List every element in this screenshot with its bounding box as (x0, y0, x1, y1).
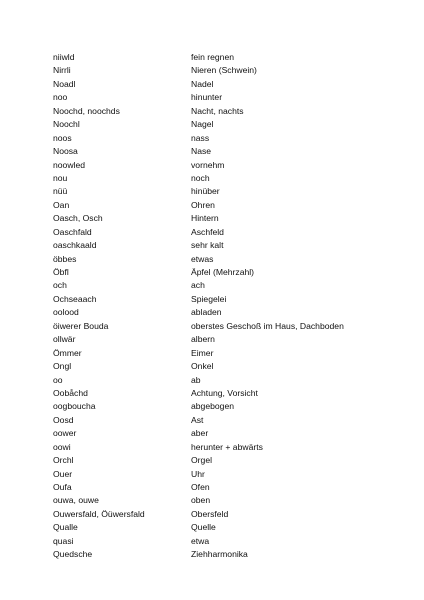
glossary-entry (53, 320, 383, 333)
dialect-term: Quedsche (53, 549, 93, 560)
glossary-entry (53, 481, 383, 494)
standard-meaning: Quelle (191, 522, 216, 533)
glossary-entry (53, 306, 383, 319)
dialect-term: Oaschfald (53, 226, 92, 237)
glossary-entry (53, 159, 383, 172)
dialect-term: Qualle (53, 522, 78, 533)
dialect-term: Oosd (53, 414, 74, 425)
glossary-entry (53, 333, 383, 346)
dialect-term: nüü (53, 186, 68, 197)
glossary-list (53, 51, 383, 562)
standard-meaning: ab (191, 374, 201, 385)
dialect-term: Noosa (53, 146, 78, 157)
standard-meaning: Onkel (191, 361, 214, 372)
dialect-term: quasi (53, 535, 74, 546)
standard-meaning: etwa (191, 535, 210, 546)
standard-meaning: Ast (191, 414, 204, 425)
standard-meaning: Eimer (191, 347, 214, 358)
standard-meaning: Aschfeld (191, 226, 224, 237)
dialect-term: niiwld (53, 52, 75, 62)
glossary-entry (53, 253, 383, 266)
glossary-entry (53, 91, 383, 104)
glossary-entry (53, 400, 383, 413)
standard-meaning: ach (191, 280, 205, 291)
dialect-term: och (53, 280, 67, 291)
dialect-term: Oasch, Osch (53, 213, 103, 224)
dialect-term: Orchl (53, 455, 74, 466)
dialect-term: oower (53, 428, 77, 439)
glossary-entry (53, 360, 383, 373)
glossary-entry (53, 508, 383, 521)
dialect-term: Oan (53, 199, 70, 210)
glossary-entry (53, 521, 383, 534)
standard-meaning: albern (191, 334, 215, 345)
dialect-term: Ochseaach (53, 293, 97, 304)
glossary-entry (53, 441, 383, 454)
standard-meaning: Obersfeld (191, 508, 229, 519)
dialect-term: ouwa, ouwe (53, 495, 99, 506)
standard-meaning: Orgel (191, 455, 213, 466)
glossary-entry (53, 199, 383, 212)
dialect-term: Oufa (53, 482, 72, 492)
standard-meaning: noch (191, 172, 210, 183)
dialect-term: Ömmer (53, 347, 82, 358)
standard-meaning: Uhr (191, 468, 205, 479)
glossary-entry (53, 427, 383, 440)
standard-meaning: hinüber (191, 186, 220, 197)
glossary-entry (53, 535, 383, 548)
glossary-entry (53, 185, 383, 198)
glossary-entry (53, 266, 383, 279)
standard-meaning: fein regnen (191, 52, 235, 62)
dialect-term: Ouwersfald, Öüwersfald (53, 508, 145, 519)
standard-meaning: aber (191, 428, 209, 439)
glossary-entry (53, 548, 383, 561)
glossary-entry (53, 145, 383, 158)
standard-meaning: oberstes Geschoß im Haus, Dachboden (191, 320, 344, 331)
standard-meaning: Ohren (191, 199, 215, 210)
dialect-term: oaschkaald (53, 240, 97, 251)
dialect-term: oo (53, 374, 63, 385)
glossary-entry (53, 454, 383, 467)
standard-meaning: nass (191, 132, 210, 143)
dialect-term: ollwär (53, 334, 76, 345)
standard-meaning: herunter + abwärts (191, 441, 263, 452)
standard-meaning: oben (191, 495, 211, 506)
standard-meaning: Nagel (191, 119, 214, 130)
dialect-term: oowi (53, 441, 71, 452)
dialect-term: Öbfl (53, 267, 69, 277)
glossary-entry (53, 78, 383, 91)
glossary-entry (53, 51, 383, 64)
glossary-entry (53, 293, 383, 306)
dialect-term: öbbes (53, 253, 77, 264)
standard-meaning: Äpfel (Mehrzahl) (191, 267, 255, 277)
glossary-entry (53, 212, 383, 225)
glossary-entry (53, 239, 383, 252)
glossary-entry (53, 387, 383, 400)
glossary-entry (53, 132, 383, 145)
glossary-entry (53, 374, 383, 387)
standard-meaning: Ofen (191, 482, 210, 492)
glossary-entry (53, 468, 383, 481)
dialect-term: öiwerer Bouda (53, 320, 109, 331)
dialect-term: Oobåchd (53, 387, 88, 398)
dialect-term: Noadl (53, 78, 76, 89)
dialect-term: noo (53, 92, 68, 103)
dialect-term: Ouer (53, 468, 73, 479)
standard-meaning: Spiegelei (191, 293, 227, 304)
dialect-term: Ongl (53, 361, 72, 372)
dialect-term: Nirrli (53, 65, 71, 76)
dialect-term: oogboucha (53, 401, 96, 412)
standard-meaning: vornehm (191, 159, 225, 170)
glossary-entry (53, 279, 383, 292)
standard-meaning: abladen (191, 307, 222, 318)
standard-meaning: Nacht, nachts (191, 105, 244, 116)
glossary-entry (53, 414, 383, 427)
glossary-entry (53, 118, 383, 131)
standard-meaning: Nase (191, 146, 212, 157)
glossary-entry (53, 105, 383, 118)
standard-meaning: Nieren (Schwein) (191, 65, 257, 76)
dialect-term: noos (53, 132, 72, 143)
dialect-term: noowled (53, 159, 86, 170)
standard-meaning: Nadel (191, 78, 214, 89)
standard-meaning: abgebogen (191, 401, 235, 412)
glossary-entry (53, 64, 383, 77)
dialect-term: nou (53, 172, 68, 183)
standard-meaning: sehr kalt (191, 240, 224, 251)
standard-meaning: Hintern (191, 213, 219, 224)
dialect-term: Noochd, noochds (53, 105, 120, 116)
standard-meaning: etwas (191, 253, 214, 264)
glossary-entry (53, 226, 383, 239)
standard-meaning: Ziehharmonika (191, 549, 248, 560)
glossary-entry (53, 172, 383, 185)
glossary-entry (53, 494, 383, 507)
standard-meaning: hinunter (191, 92, 223, 103)
dialect-term: Noochl (53, 119, 80, 130)
dialect-term: oolood (53, 307, 79, 318)
standard-meaning: Achtung, Vorsicht (191, 387, 258, 398)
glossary-entry (53, 347, 383, 360)
